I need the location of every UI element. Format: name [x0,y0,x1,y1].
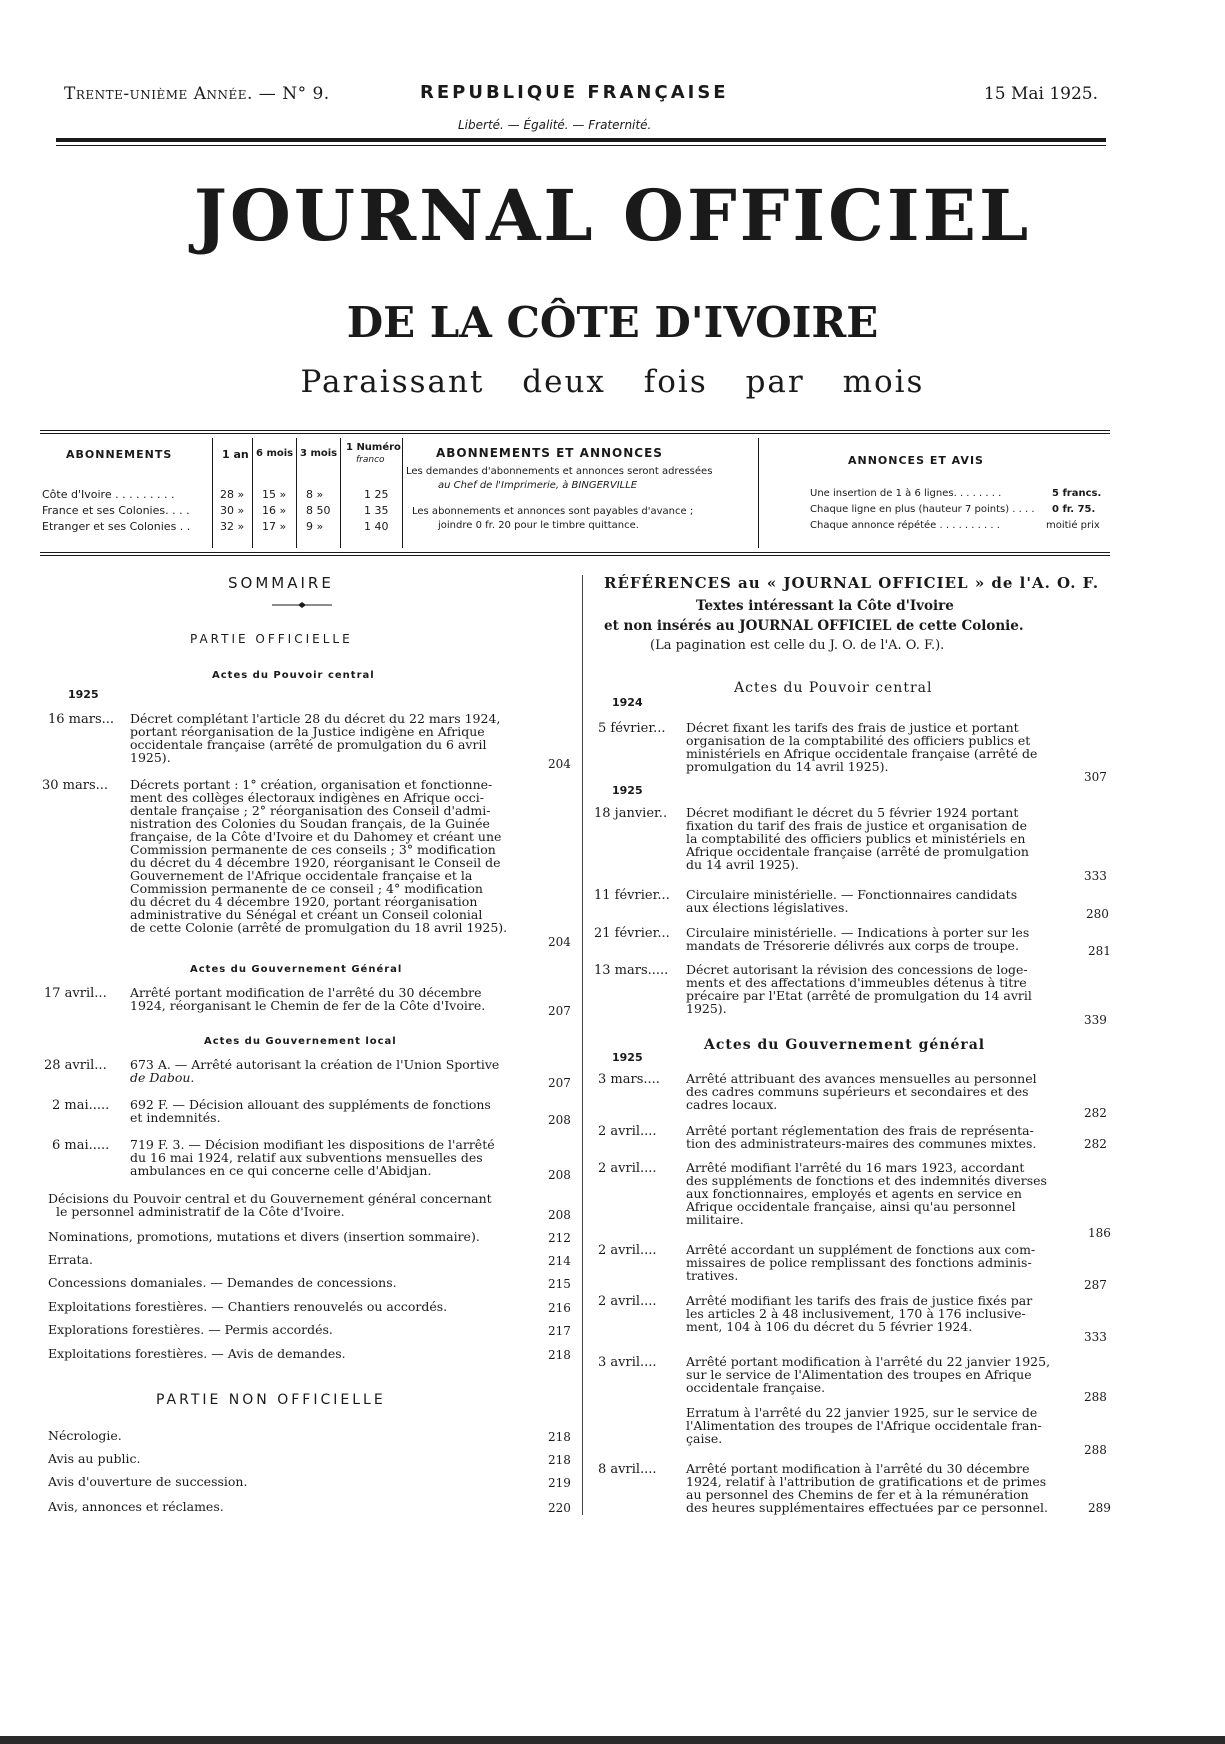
references-sub-3: (La pagination est celle du J. O. de l'A. O. F.). [650,638,945,653]
annonces-line-4: joindre 0 fr. 20 pour le timbre quittance. [438,520,639,531]
col-numero-sub: franco [356,455,385,465]
annonces-line-1: Les demandes d'abonnements et annonces seront adressées [406,466,713,477]
motto: Liberté. — Égalité. — Fraternité. [458,118,652,132]
header-rule [56,138,1106,142]
actes-gouv-general-heading: Actes du Gouvernement Général [190,964,403,975]
ornament-divider [272,600,332,610]
col-numero: 1 Numéro [346,442,401,453]
actes-pouvoir-central-heading: Actes du Pouvoir central [212,670,375,681]
avis-heading: ANNONCES ET AVIS [848,454,984,467]
year-issue: Trente-unième Année. — N° 9. [64,84,330,104]
masthead-title: JOURNAL OFFICIEL [193,174,1032,257]
subscription-box: ABONNEMENTS 1 an 6 mois 3 mois 1 Numéro franco Côte d'Ivoire . . . . . . . . . 28 » 15 » 8 » 1 25 France et ses Colonies. . . . 30 » 16 » 8 50 1 35 Etranger et ses Colonies . . 32 » 17 » 9 » 1 40 ABONNEMENTS ET ANNONCES Les demandes d'abonnements et annonces seront adressées au Chef de l'Imprimerie, à BINGERVILLE Les abonnements et annonces sont payables d'avance ; joindre 0 fr. 20 pour le timbre quittance. ANNONCES ET AVIS Une insertion de 1 à 6 lignes. . . . . . . . 5 francs. Chaque ligne en plus (hauteur 7 points) . . . . 0 fr. 75. Chaque annonce répétée . . . . . . . . . . moitié prix [40,430,1110,556]
year-label: 1925 [68,688,99,701]
col-6mois: 6 mois [256,448,294,459]
masthead-tagline: Paraissant deux fois par mois [300,364,925,400]
column-divider [582,575,583,1515]
col-1an: 1 an [222,448,249,461]
ref-year-1925-gg: 1925 [612,1051,643,1064]
republic-heading: REPUBLIQUE FRANÇAISE [420,82,729,103]
ref-actes-pc-heading: Actes du Pouvoir central [734,680,933,696]
partie-non-officielle-heading: PARTIE NON OFFICIELLE [156,1392,386,1408]
references-sub-2: et non insérés au JOURNAL OFFICIEL de cette Colonie. [604,618,1024,634]
actes-gouv-local-heading: Actes du Gouvernement local [204,1036,397,1047]
references-sub-1: Textes intéressant la Côte d'Ivoire [696,598,954,614]
scan-bottom-edge [0,1736,1225,1744]
ref-actes-gg-heading: Actes du Gouvernement général [704,1037,986,1053]
annonces-line-3: Les abonnements et annonces sont payables d'avance ; [412,506,694,517]
annonces-heading: ABONNEMENTS ET ANNONCES [436,446,663,460]
annonces-line-2: au Chef de l'Imprimerie, à BINGERVILLE [438,480,638,491]
ref-year-1924: 1924 [612,696,643,709]
header-line [64,84,1098,108]
subscriptions-heading: ABONNEMENTS [66,448,173,461]
masthead-subtitle: DE LA CÔTE D'IVOIRE [346,298,879,347]
ref-year-1925: 1925 [612,784,643,797]
issue-date: 15 Mai 1925. [983,84,1098,104]
partie-officielle-heading: PARTIE OFFICIELLE [190,632,353,646]
sommaire-heading: SOMMAIRE [228,574,334,592]
col-3mois: 3 mois [300,448,338,459]
references-heading: RÉFÉRENCES au « JOURNAL OFFICIEL » de l'A. O. F. [604,574,1100,592]
header-rule-thin [56,145,1106,146]
journal-page: Trente-unième Année. — N° 9. REPUBLIQUE FRANÇAISE 15 Mai 1925. Liberté. — Égalité. — Fraternité. JOURNAL OFFICIEL DE LA CÔTE D'IVOIRE Paraissant deux fois par mois ABONNEMENTS 1 an 6 mois 3 mois 1 Numéro franco Côte d'Ivoire . . . . . . . . . 28 » 15 » 8 » 1 25 France et ses Colonies. . . . 30 » 16 » 8 50 1 35 Etranger et ses Colonies . . 32 » 17 » 9 » 1 40 ABONNEMENTS ET ANNONCES Les demandes d'abonnements et annonces seront adressées au Chef de l'Imprimerie, à BINGERVILLE Les abonnements et annonces sont payables d'avance ; joindre 0 fr. 20 pour le timbre quittance. ANNONCES ET AVIS Une insertion de 1 à 6 lignes. . . . . . . . 5 francs. Chaque ligne en plus (hauteur 7 points) . . . . 0 fr. 75. Chaque annonce répétée . . . . . . . . . . moitié prix SOMMAIRE PARTIE OFFICIELLE Actes du Pouvoir central 1925 16 mars... Décret complétant l'article 28 du décret du 22 mars 1924, portant réorganisation de la Justice indigène en Afrique occidentale française (arrêté de promulgation du 6 avril 1925). 204 30 mars... Décrets portant : 1° création, organisation et fonctionne- ment des collèges électoraux indigènes en Afrique occi- dentale française ; 2° réorganisation des Conseil d'admi- nistration des Colonies du Soudan français, de la Guinée française, de la Côte d'Ivoire et du Dahomey et créant une Commission permanente de ces conseils ; 3° modification du décret du 4 décembre 1920, réorganisant le Conseil de Gouvernement de l'Afrique occidentale française et la Commission permanente de ce conseil ; 4° modification du décret du 4 décembre 1920, portant réorganisation administrative du Sénégal et créant un Conseil colonial de cette Colonie (arrêté de promulgation du 18 avril 1925). 204 Actes du Gouvernement Général 17 avril... Arrêté portant modification de l'arrêté du 30 décembre 1924, réorganisant le Chemin de fer de la Côte d'Ivoire. 207 Actes du Gouvernement local 28 avril... 673 A. — Arrêté autorisant la création de l'Union Sportive de Dabou. 207 2 mai..... 692 F. — Décision allouant des suppléments de fonctions et indemnités. 208 6 mai..... 719 F. 3. — Décision modifiant les dispositions de l'arrêté du 16 mai 1924, relatif aux subventions mensuelles des ambulances en ce qui concerne celle d'Abidjan. 208 Décisions du Pouvoir central et du Gouvernement général concernant le personnel administratif de la Côte d'Ivoire. 208 Nominations, promotions, mutations et divers (insertion sommaire). 212 Errata. 214 Concessions domaniales. — Demandes de concessions. 215 Exploitations forestières. — Chantiers renouvelés ou accordés. 216 Explorations forestières. — Permis accordés. 217 Exploitations forestières. — Avis de demandes. 218 PARTIE NON OFFICIELLE Nécrologie. 218 Avis au public. 218 Avis d'ouverture de succession. 219 Avis, annonces et réclames. 220 RÉFÉRENCES au « JOURNAL OFFICIEL » de l'A. O. F. Textes intéressant la Côte d'Ivoire et non insérés au JOURNAL OFFICIEL de cette Colonie. (La pagination est celle du J. O. de l'A. O. F.). Actes du Pouvoir central 1924 5 février... Décret fixant les tarifs des frais de justice et portant organisation de la comptabilité des officiers publics et ministériels en Afrique occidentale française (arrêté de promulgation du 14 avril 1925). 307 1925 18 janvier.. Décret modifiant le décret du 5 février 1924 portant fixation du tarif des frais de justice et organisation de la comptabilité des officiers publics et ministériels en Afrique occidentale française (arrêté de promulgation du 14 avril 1925). 333 11 février... Circulaire ministérielle. — Fonctionnaires candidats aux élections législatives. 280 21 février... Circulaire ministérielle. — Indications à porter sur les mandats de Trésorerie délivrés aux corps de troupe. 281 13 mars..... Décret autorisant la révision des concessions de loge- ments et des affectations d'immeubles détenus à titre précaire par l'Etat (arrêté de promulgation du 14 avril 1925). 339 Actes du Gouvernement général 1925 3 mars.... Arrêté attribuant des avances mensuelles au personnel des cadres communs supérieurs et secondaires et des cadres locaux. 282 2 avril.... Arrêté portant réglementation des frais de représenta- tion des administrateurs-maires des communes mixtes. 282 2 avril.... Arrêté modifiant l'arrêté du 16 mars 1923, accordant des suppléments de fonctions et des indemnités diverses aux fonctionnaires, employés et agents en service en Afrique occidentale française, ainsi qu'au personnel militaire. 186 2 avril.... Arrêté accordant un supplément de fonctions aux com- missaires de police remplissant des fonctions adminis- tratives. 287 2 avril.... Arrêté modifiant les tarifs des frais de justice fixés par les articles 2 à 48 inclusivement, 170 à 176 inclusive- ment, 104 à 106 du décret du 5 février 1924. 333 3 avril.... Arrêté portant modification à l'arrêté du 22 janvier 1925, sur le service de l'Alimentation des troupes en Afrique occidentale française. 288 Erratum à l'arrêté du 22 janvier 1925, sur le service de l'Alimentation des troupes de l'Afrique occidentale fran- çaise. 288 8 avril.... Arrêté portant modification à l'arrêté du 30 décembre 1924, relatif à l'attribution de gratifications et de primes au personnel des Chemins de fer et à la rémunération des heures supplémentaires effectuées par ce personnel. 289 [0,0,1225,1744]
